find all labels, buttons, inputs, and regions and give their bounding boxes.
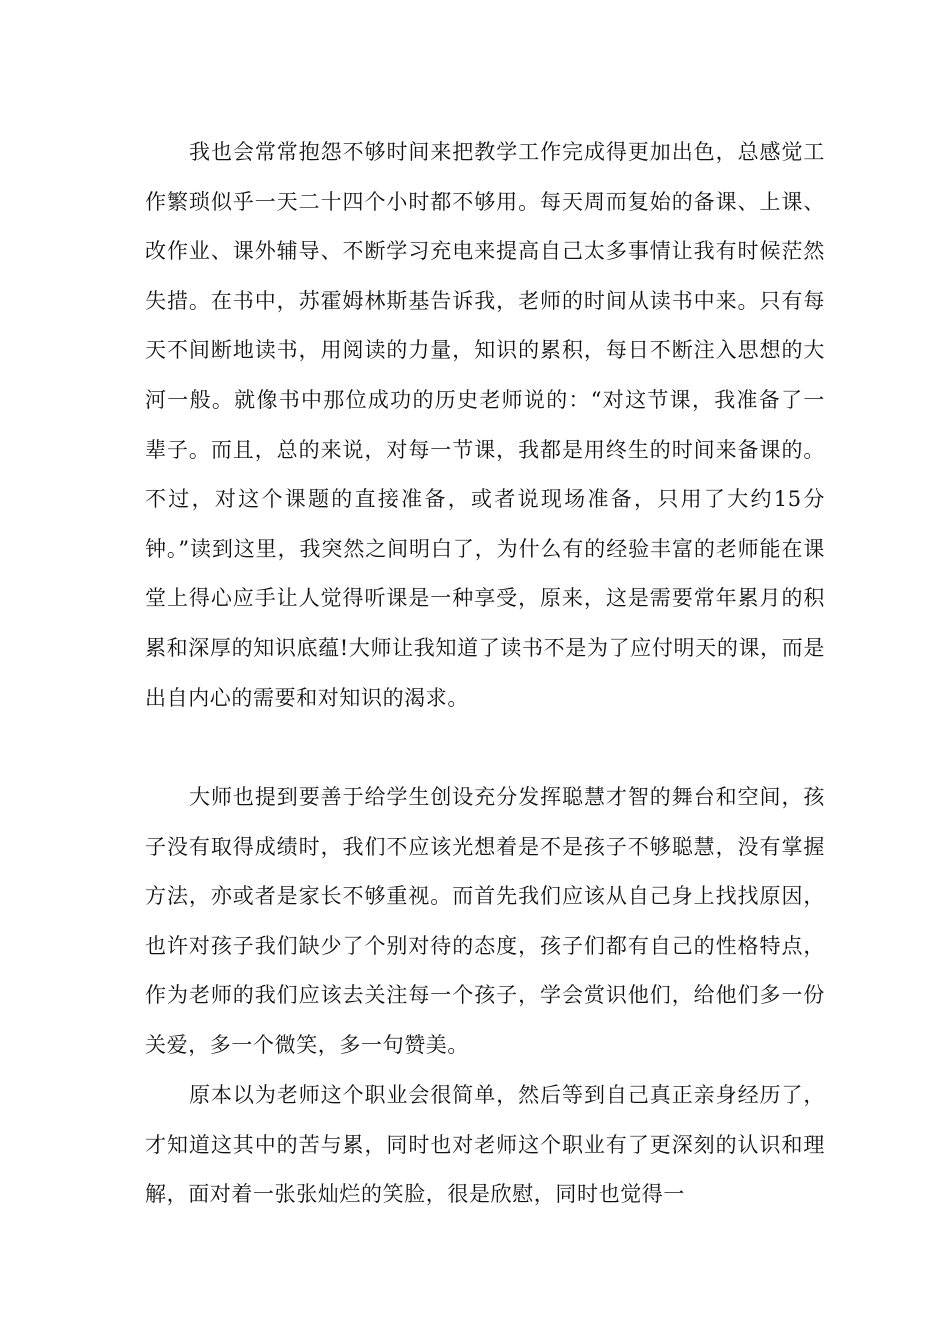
paragraph-student-stage: 大师也提到要善于给学生创设充分发挥聪慧才智的舞台和空间，孩子没有取得成绩时，我们不应该光想着是不是孩子不够聪慧，没有掌握方法，亦或者是家长不够重视。而首先我们应该从自己身上找找原因，也许对孩子我们缺少了个别对待的态度，孩子们都有自己的性格特点，作为老师的我们应该去关注每一个孩子，学会赏识他们，给他们多一份关爱，多一个微笑，多一句赞美。 bbox=[145, 785, 825, 1057]
paragraph-teacher-career: 原本以为老师这个职业会很简单，然后等到自己真正亲身经历了，才知道这其中的苦与累，同时也对老师这个职业有了更深刻的认识和理解，面对着一张张灿烂的笑脸，很是欣慰，同时也觉得一 bbox=[145, 1083, 825, 1207]
paragraph-reading-time: 我也会常常抱怨不够时间来把教学工作完成得更加出色，总感觉工作繁琐似乎一天二十四个小时都不够用。每天周而复始的备课、上课、改作业、课外辅导、不断学习充电来提高自己太多事情让我有时候茫然失措。在书中，苏霍姆林斯基告诉我，老师的时间从读书中来。只有每天不间断地读书，用阅读的力量，知识的累积，每日不断注入思想的大河一般。就像书中那位成功的历史老师说的：“对这节课，我准备了一辈子。而且，总的来说，对每一节课，我都是用终生的时间来备课的。不过，对这个课题的直接准备，或者说现场准备，只用了大约15分钟。”读到这里，我突然之间明白了，为什么有的经验丰富的老师能在课堂上得心应手让人觉得听课是一种享受，原来，这是需要常年累月的积累和深厚的知识底蕴!大师让我知道了读书不是为了应付明天的课，而是出自内心的需要和对知识的渴求。 bbox=[145, 140, 825, 710]
